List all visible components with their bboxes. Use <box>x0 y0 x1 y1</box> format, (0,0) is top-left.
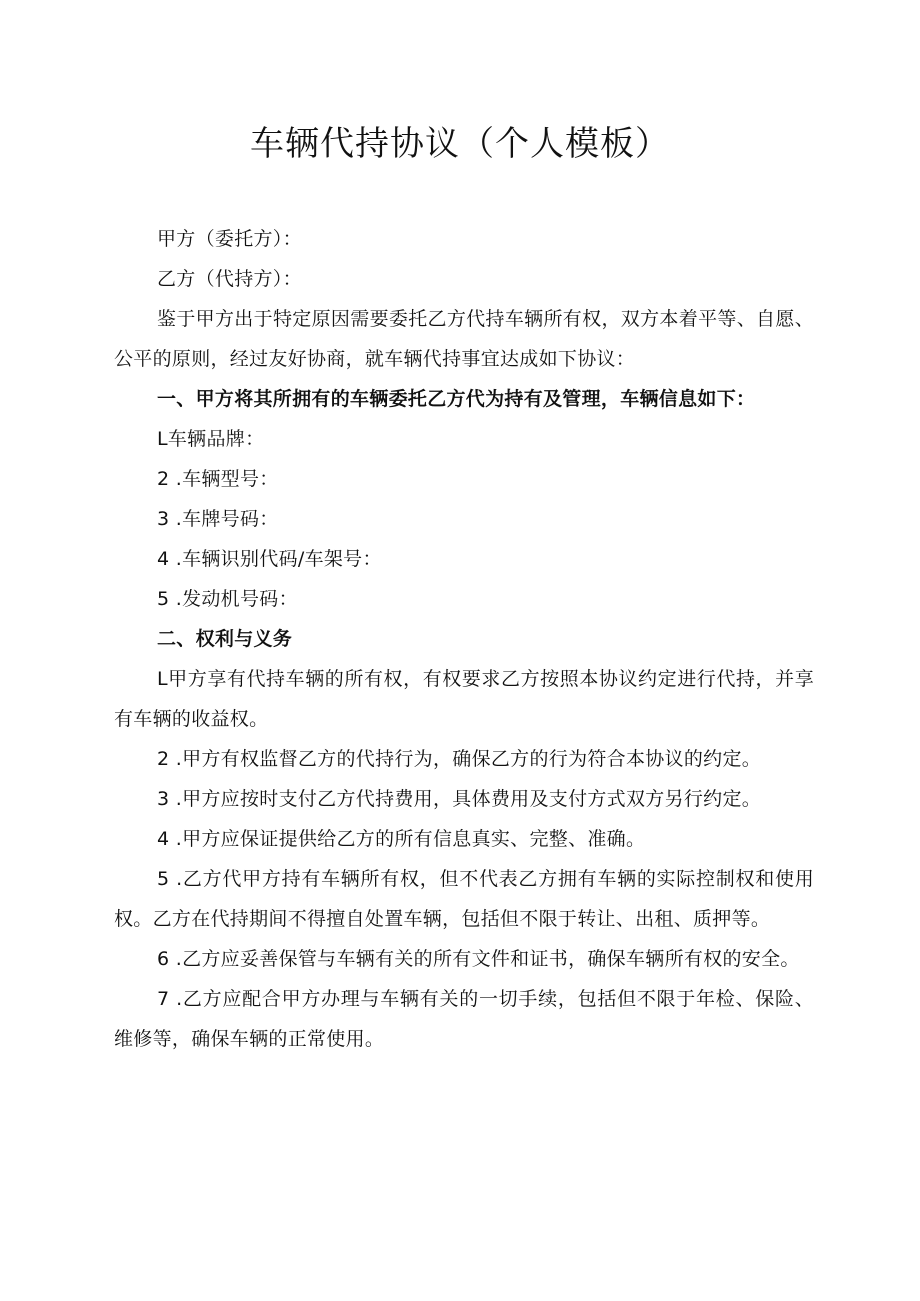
vehicle-info-item: 3 .车牌号码： <box>157 508 279 530</box>
rights-clause: 6 .乙方应妥善保管与车辆有关的所有文件和证书，确保车辆所有权的安全。 <box>157 948 800 970</box>
vehicle-info-item: L车辆品牌： <box>157 428 265 450</box>
rights-clause: L甲方享有代持车辆的所有权，有权要求乙方按照本协议约定进行代持，并享有车辆的收益权。 <box>114 668 814 730</box>
document-body <box>114 219 814 1059</box>
document-title: 车辆代持协议（个人模板） <box>250 124 670 164</box>
rights-clause: 2 .甲方有权监督乙方的代持行为，确保乙方的行为符合本协议的约定。 <box>157 748 762 770</box>
vehicle-info-item: 5 .发动机号码： <box>157 588 298 610</box>
vehicle-info-item: 2 .车辆型号： <box>157 468 279 490</box>
section2-heading: 二、权利与义务 <box>157 628 293 650</box>
rights-clause: 3 .甲方应按时支付乙方代持费用，具体费用及支付方式双方另行约定。 <box>157 788 762 810</box>
section1-heading: 一、甲方将其所拥有的车辆委托乙方代为持有及管理，车辆信息如下： <box>157 388 756 410</box>
rights-clause: 4 .甲方应保证提供给乙方的所有信息真实、完整、准确。 <box>157 828 646 850</box>
vehicle-info-item: 4 .车辆识别代码/车架号： <box>157 548 382 570</box>
preamble-paragraph: 鉴于甲方出于特定原因需要委托乙方代持车辆所有权，双方本着平等、自愿、公平的原则，经过友好协商，就车辆代持事宜达成如下协议： <box>114 308 814 370</box>
rights-clause: 7 .乙方应配合甲方办理与车辆有关的一切手续，包括但不限于年检、保险、维修等，确保车辆的正常使用。 <box>114 988 814 1050</box>
party-a-line: 甲方（委托方）： <box>157 228 302 250</box>
party-b-line: 乙方（代持方）： <box>157 268 302 290</box>
rights-clause: 5 .乙方代甲方持有车辆所有权，但不代表乙方拥有车辆的实际控制权和使用权。乙方在代持期间不得擅自处置车辆，包括但不限于转让、出租、质押等。 <box>114 868 814 930</box>
